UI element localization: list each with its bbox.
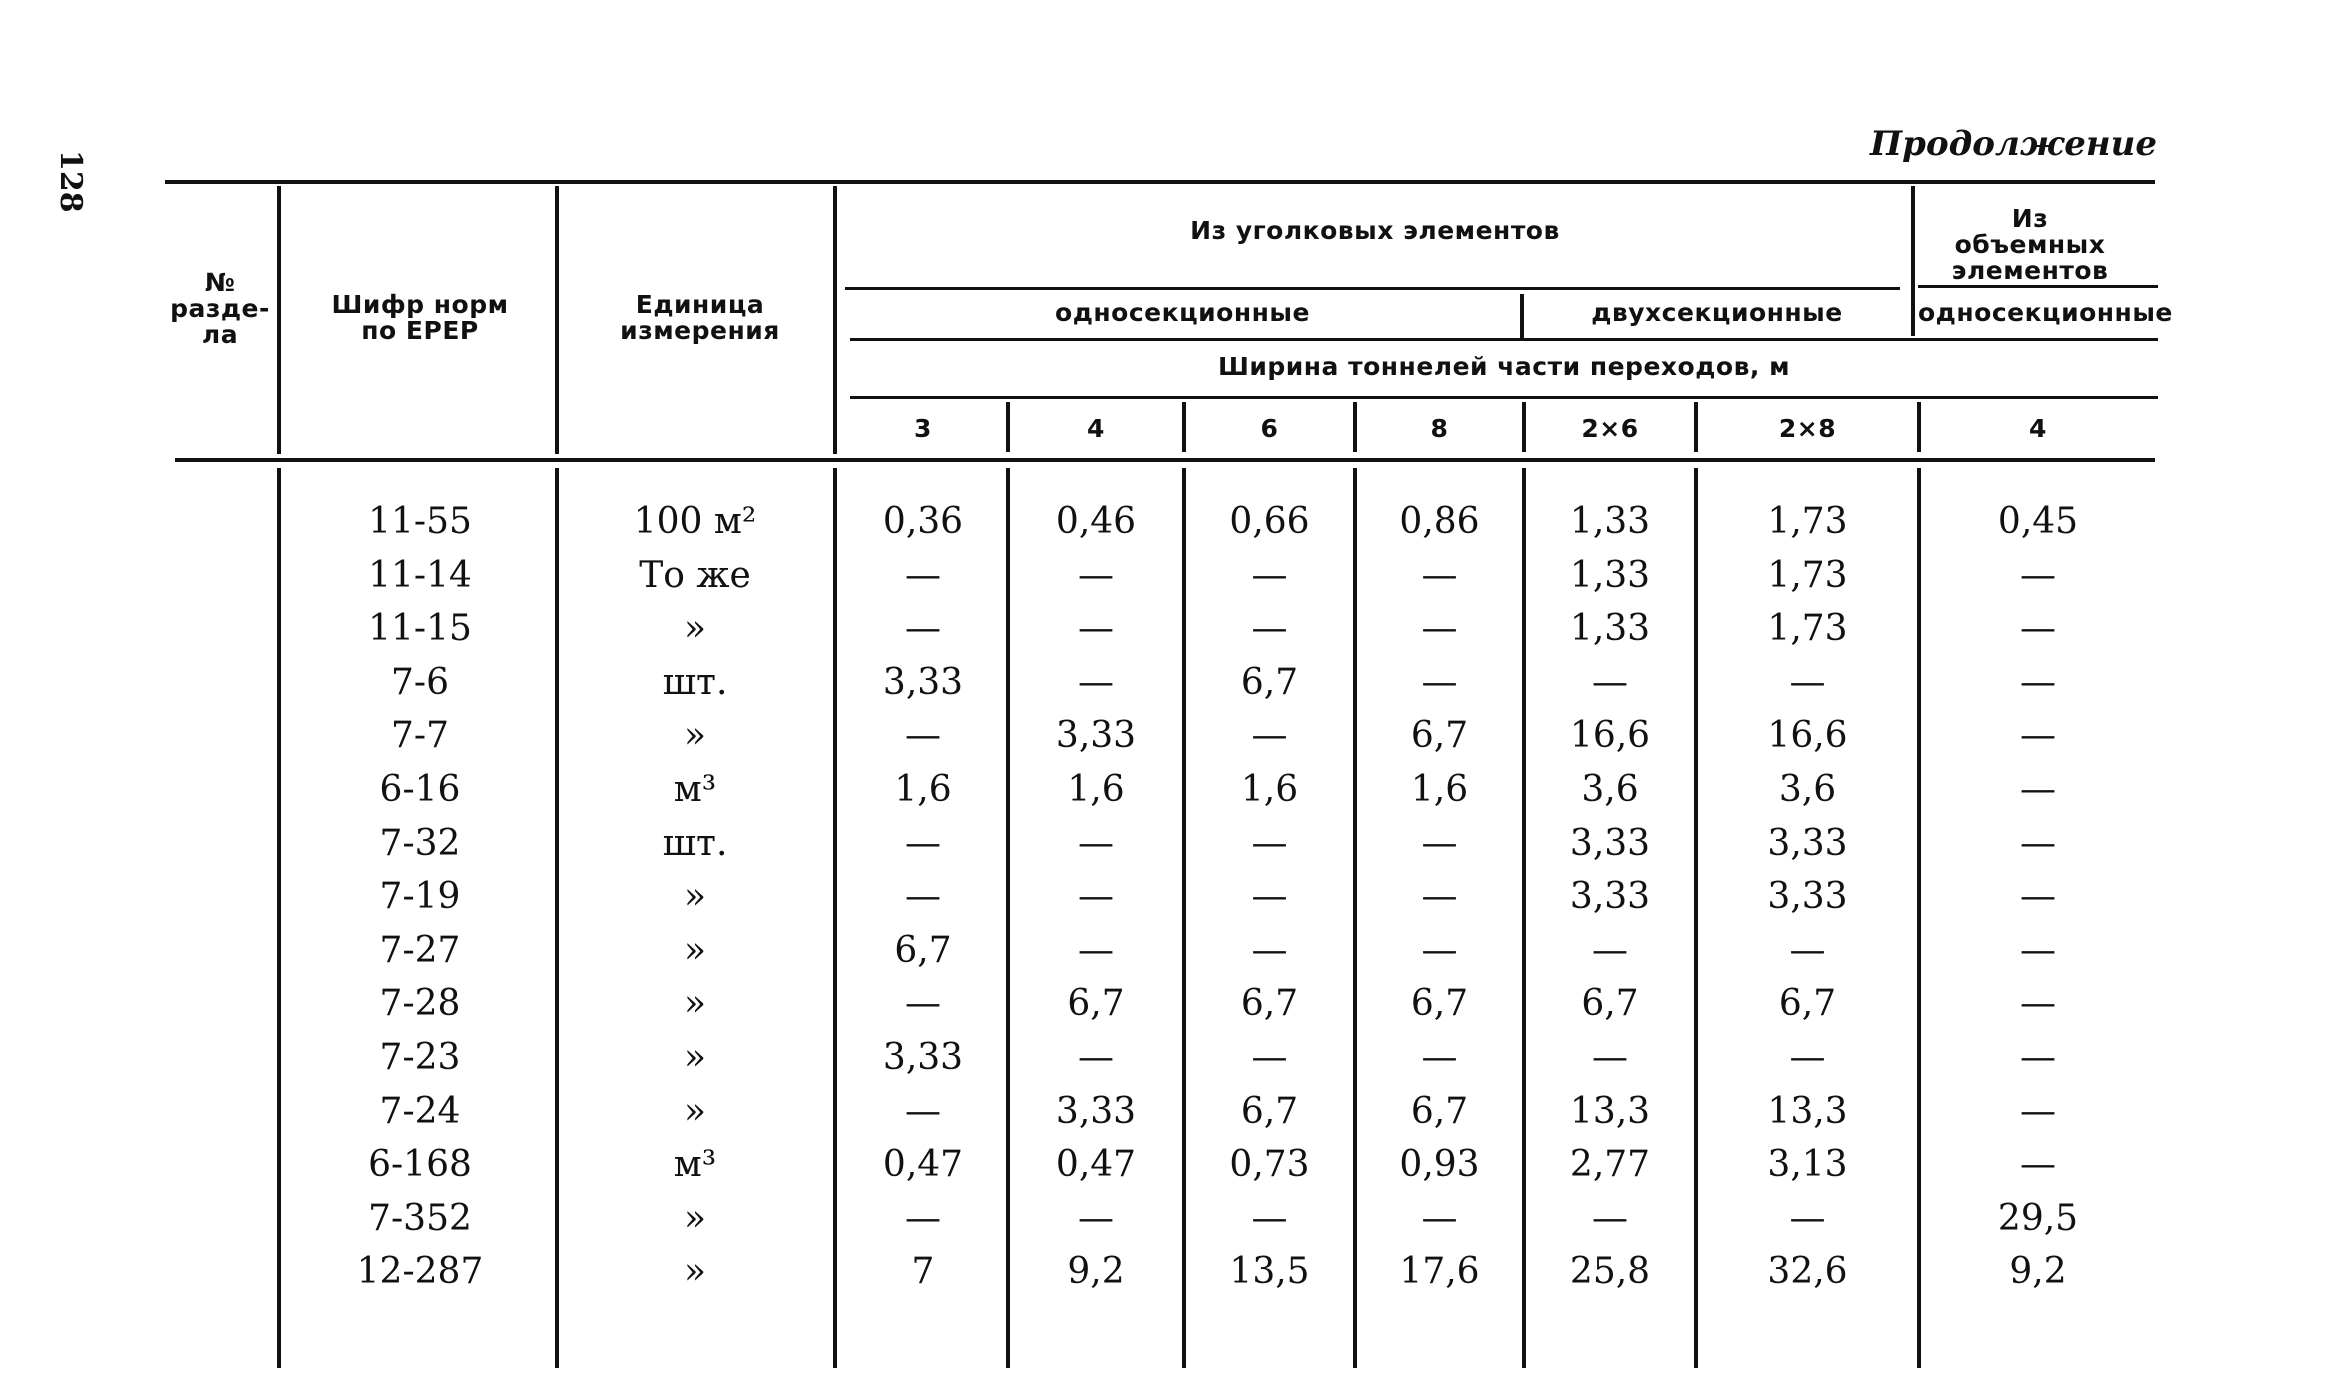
norm-code-cell: 7-6 bbox=[391, 662, 449, 703]
value-cell: — bbox=[1078, 1198, 1114, 1239]
value-cell: 3,33 bbox=[882, 1037, 964, 1078]
col-divider bbox=[833, 468, 837, 1368]
value-cell: — bbox=[1251, 876, 1288, 917]
norm-code-cell: 7-19 bbox=[379, 876, 461, 917]
value-cell: — bbox=[1078, 1037, 1114, 1078]
width-col-header: 8 bbox=[1430, 414, 1449, 443]
value-cell: — bbox=[2020, 930, 2056, 971]
width-col-header: 2×6 bbox=[1581, 414, 1639, 443]
unit-cell: » bbox=[683, 876, 707, 917]
value-cell: 13,3 bbox=[1569, 1091, 1651, 1132]
value-cell: — bbox=[905, 555, 941, 596]
value-cell: 0,93 bbox=[1399, 1144, 1480, 1185]
header-group-volume: Из объемных элементов bbox=[1951, 204, 2109, 285]
width-col-header: 6 bbox=[1260, 414, 1279, 443]
value-cell: 6,7 bbox=[1410, 983, 1469, 1024]
value-cell: 3,33 bbox=[1569, 823, 1651, 864]
value-cell: 1,73 bbox=[1767, 501, 1848, 542]
unit-cell: » bbox=[683, 1251, 707, 1292]
norm-code-cell: 12-287 bbox=[356, 1251, 484, 1292]
value-cell: — bbox=[905, 1091, 941, 1132]
value-cell: 6,7 bbox=[1240, 983, 1299, 1024]
value-cell: 29,5 bbox=[1997, 1198, 2079, 1239]
unit-cell: » bbox=[683, 715, 707, 756]
value-cell: 1,33 bbox=[1569, 555, 1651, 596]
norm-code-cell: 7-352 bbox=[368, 1198, 472, 1239]
col-divider bbox=[555, 468, 559, 1368]
value-cell: — bbox=[2020, 1037, 2056, 1078]
col-divider bbox=[555, 186, 559, 454]
value-cell: 1,73 bbox=[1767, 608, 1848, 649]
value-cell: — bbox=[1251, 608, 1288, 649]
value-cell: — bbox=[1592, 662, 1628, 703]
group-subheader-rule bbox=[845, 287, 1900, 290]
table-top-rule bbox=[165, 180, 2155, 184]
header-section-no: № разде-ла bbox=[170, 268, 270, 349]
value-cell: — bbox=[1789, 930, 1826, 971]
norm-code-cell: 11-55 bbox=[368, 501, 472, 542]
value-cell: — bbox=[905, 876, 941, 917]
value-cell: — bbox=[1592, 1037, 1628, 1078]
value-cell: 1,33 bbox=[1569, 501, 1651, 542]
unit-cell: шт. bbox=[662, 662, 728, 703]
value-cell: — bbox=[1421, 608, 1458, 649]
value-cell: 7 bbox=[911, 1251, 935, 1292]
value-cell: — bbox=[2020, 876, 2056, 917]
unit-cell: То же bbox=[639, 555, 751, 596]
col-divider bbox=[277, 186, 281, 454]
value-cell: 3,6 bbox=[1778, 769, 1837, 810]
value-cell: 13,3 bbox=[1767, 1091, 1848, 1132]
value-cell: — bbox=[1789, 662, 1826, 703]
header-bottom-rule bbox=[175, 458, 2155, 462]
value-cell: — bbox=[2020, 662, 2056, 703]
norm-code-cell: 7-7 bbox=[391, 715, 449, 756]
value-cell: 0,86 bbox=[1399, 501, 1480, 542]
header-norm-code: Шифр норм по ЕРЕР bbox=[331, 290, 509, 345]
value-cell: — bbox=[1078, 823, 1114, 864]
value-cell: 6,7 bbox=[1581, 983, 1639, 1024]
unit-cell: м³ bbox=[673, 1144, 717, 1185]
value-cell: 17,6 bbox=[1399, 1251, 1480, 1292]
header-width-caption: Ширина тоннелей части переходов, м bbox=[1217, 352, 1791, 381]
value-cell: 6,7 bbox=[1067, 983, 1125, 1024]
value-cell: — bbox=[1421, 1037, 1458, 1078]
col-divider bbox=[1911, 186, 1915, 336]
header-single-section: односекционные bbox=[1055, 298, 1310, 327]
header-single-section-volume: односекционные bbox=[1918, 298, 2173, 327]
value-cell: 9,2 bbox=[1067, 1251, 1125, 1292]
value-cell: — bbox=[1078, 930, 1114, 971]
value-cell: 25,8 bbox=[1569, 1251, 1651, 1292]
value-cell: — bbox=[1078, 608, 1114, 649]
value-cell: 0,73 bbox=[1229, 1144, 1310, 1185]
value-cell: 6,7 bbox=[1240, 662, 1299, 703]
value-cell: 3,6 bbox=[1581, 769, 1639, 810]
value-cell: 6,7 bbox=[894, 930, 952, 971]
value-cell: 3,33 bbox=[1767, 823, 1848, 864]
value-cell: 1,6 bbox=[1240, 769, 1299, 810]
norm-code-cell: 6-16 bbox=[379, 769, 461, 810]
value-cell: 3,33 bbox=[1767, 876, 1848, 917]
col-divider bbox=[1520, 294, 1524, 338]
value-cell: — bbox=[1421, 555, 1458, 596]
value-cell: 6,7 bbox=[1778, 983, 1837, 1024]
width-caption-rule bbox=[850, 396, 2158, 399]
value-cell: 1,6 bbox=[1410, 769, 1469, 810]
value-cell: — bbox=[905, 983, 941, 1024]
value-cell: 6,7 bbox=[1240, 1091, 1299, 1132]
value-cell: 0,47 bbox=[882, 1144, 964, 1185]
value-cell: 1,6 bbox=[1067, 769, 1125, 810]
value-cell: 3,13 bbox=[1767, 1144, 1848, 1185]
value-cell: — bbox=[1251, 715, 1288, 756]
value-cell: 3,33 bbox=[882, 662, 964, 703]
unit-cell: » bbox=[683, 930, 707, 971]
value-cell: — bbox=[1421, 1198, 1458, 1239]
unit-cell: шт. bbox=[662, 823, 728, 864]
unit-cell: » bbox=[683, 1037, 707, 1078]
unit-cell: » bbox=[683, 1091, 707, 1132]
value-cell: — bbox=[2020, 608, 2056, 649]
header-group-angle: Из уголковых элементов bbox=[1190, 216, 1560, 245]
section-type-rule bbox=[850, 338, 2158, 341]
value-cell: 1,6 bbox=[894, 769, 952, 810]
page-number: 128 bbox=[53, 150, 88, 213]
value-cell: — bbox=[1421, 823, 1458, 864]
width-col-header: 3 bbox=[914, 414, 932, 443]
col-divider bbox=[833, 186, 837, 454]
norm-code-cell: 11-15 bbox=[368, 608, 472, 649]
norm-code-cell: 7-27 bbox=[379, 930, 461, 971]
value-cell: — bbox=[1421, 662, 1458, 703]
unit-cell: 100 м² bbox=[633, 501, 757, 542]
norm-code-cell: 7-23 bbox=[379, 1037, 461, 1078]
value-cell: 16,6 bbox=[1767, 715, 1848, 756]
norm-code-cell: 6-168 bbox=[368, 1144, 472, 1185]
value-cell: — bbox=[2020, 1091, 2056, 1132]
value-cell: 3,33 bbox=[1055, 715, 1137, 756]
value-cell: — bbox=[2020, 769, 2056, 810]
value-cell: — bbox=[1592, 930, 1628, 971]
norm-code-cell: 7-24 bbox=[379, 1091, 461, 1132]
unit-cell: м³ bbox=[673, 769, 717, 810]
norm-code-cell: 7-28 bbox=[379, 983, 461, 1024]
value-cell: 1,33 bbox=[1569, 608, 1651, 649]
value-cell: — bbox=[1251, 555, 1288, 596]
value-cell: — bbox=[1078, 662, 1114, 703]
value-cell: — bbox=[1789, 1198, 1826, 1239]
unit-cell: » bbox=[683, 1198, 707, 1239]
value-cell: 6,7 bbox=[1410, 715, 1469, 756]
value-cell: 9,2 bbox=[2009, 1251, 2067, 1292]
value-cell: — bbox=[1251, 1198, 1288, 1239]
value-cell: 0,36 bbox=[882, 501, 964, 542]
value-cell: — bbox=[2020, 983, 2056, 1024]
value-cell: — bbox=[905, 715, 941, 756]
value-cell: — bbox=[1789, 1037, 1826, 1078]
value-cell: — bbox=[1421, 930, 1458, 971]
width-col-header: 4 bbox=[1087, 414, 1105, 443]
value-cell: 0,46 bbox=[1055, 501, 1137, 542]
continuation-label: Продолжение bbox=[1870, 124, 2157, 164]
value-cell: — bbox=[2020, 1144, 2056, 1185]
group-subheader-rule-right bbox=[1918, 285, 2158, 288]
value-cell: — bbox=[1421, 876, 1458, 917]
value-cell: — bbox=[1078, 876, 1114, 917]
value-cell: — bbox=[2020, 715, 2056, 756]
norm-code-cell: 11-14 bbox=[368, 555, 472, 596]
value-cell: 0,66 bbox=[1229, 501, 1310, 542]
value-cell: — bbox=[905, 823, 941, 864]
col-divider bbox=[277, 468, 281, 1368]
unit-cell: » bbox=[683, 608, 707, 649]
value-cell: 3,33 bbox=[1569, 876, 1651, 917]
header-double-section: двухсекционные bbox=[1591, 298, 1843, 327]
value-cell: 0,45 bbox=[1997, 501, 2079, 542]
value-cell: — bbox=[1251, 930, 1288, 971]
norm-code-cell: 7-32 bbox=[379, 823, 461, 864]
value-cell: — bbox=[2020, 555, 2056, 596]
value-cell: — bbox=[1251, 823, 1288, 864]
width-col-header: 2×8 bbox=[1778, 414, 1837, 443]
value-cell: 6,7 bbox=[1410, 1091, 1469, 1132]
value-cell: — bbox=[1251, 1037, 1288, 1078]
header-unit: Единица измерения bbox=[620, 290, 780, 345]
value-cell: — bbox=[905, 1198, 941, 1239]
value-cell: 3,33 bbox=[1055, 1091, 1137, 1132]
value-cell: 2,77 bbox=[1569, 1144, 1651, 1185]
value-cell: 0,47 bbox=[1055, 1144, 1137, 1185]
value-cell: — bbox=[1592, 1198, 1628, 1239]
value-cell: 32,6 bbox=[1767, 1251, 1848, 1292]
value-cell: 13,5 bbox=[1229, 1251, 1310, 1292]
unit-cell: » bbox=[683, 983, 707, 1024]
value-cell: — bbox=[1078, 555, 1114, 596]
value-cell: — bbox=[905, 608, 941, 649]
width-col-header: 4 bbox=[2029, 414, 2047, 443]
value-cell: 16,6 bbox=[1569, 715, 1651, 756]
value-cell: — bbox=[2020, 823, 2056, 864]
value-cell: 1,73 bbox=[1767, 555, 1848, 596]
